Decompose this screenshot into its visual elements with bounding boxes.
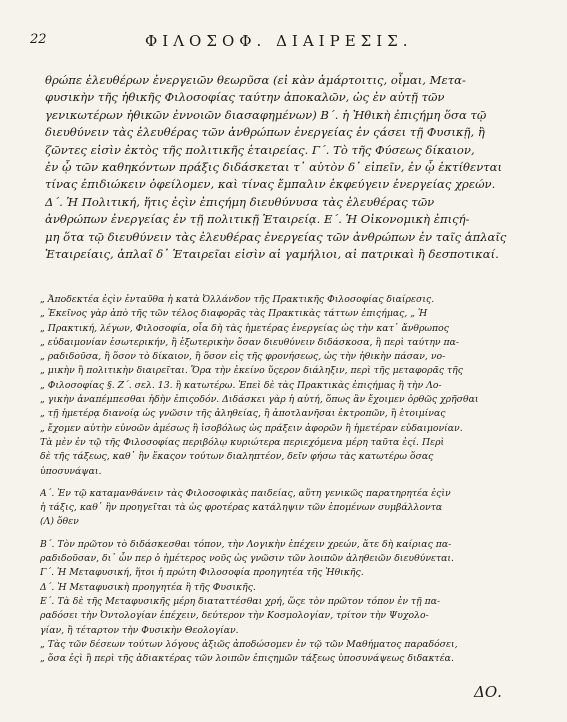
text-line: ζῶντες εἰσὶν ἐκτὸς τῆς πολιτικῆς ἑταιρείας. Γ΄. Τὸ τῆς Φύσεως δίκαιον, — [45, 142, 475, 157]
note-line: „ εὐδαιμονίαν ἐσωτερικήν, ἢ ἐξωτερικὴν ὅσαν διευθύνειν διδάσκοσα, ἢ περὶ ταύτην πα- — [40, 336, 460, 348]
page-header — [30, 32, 540, 56]
text-line: διευθύνειν τὰς ἐλευθέρας τῶν ἀνθρώπων ἐνεργείας ἐν ςάσει τῇ Φυσικῇ, ἢ — [45, 125, 485, 140]
page-number: 22 — [30, 32, 47, 47]
catchword: ΔΟ. — [474, 683, 502, 701]
text-line: φυσικὴν τῆς ἠθικῆς Φιλοσοφίας ταύτην ἀποκαλῶν, ὡς ἐν αὐτῇ τῶν — [45, 90, 445, 105]
note-line: „ Τὰς τῶν δέσεων τούτων λόγους ἀξιῶς ἀποδώσομεν ἐν τῷ τῶν Μαθήματος παραδόσει, — [40, 638, 458, 650]
paragraph-gap — [40, 530, 552, 538]
paragraph-gap — [40, 479, 552, 487]
text-line: τίνας ἐπιδιώκειν ὀφείλομεν, καὶ τίνας ἔμπαλιν ἐκφεύγειν ἐνεργείας χρεών. — [45, 177, 496, 192]
note-line: ραδόσει τὴν Ὀντολογίαν ἐπέχειν, δεύτερον τὴν Κοσμολογίαν, τρίτον τὴν Ψυχολο- — [40, 610, 429, 622]
note-line: ραδιδοῦσαν, δι᾽ ὧν περ ὁ ἡμέτερος νοῦς ὡς γνῶσιν τῶν λοιπῶν ἀληθειῶν διευθύνεται. — [40, 553, 454, 565]
note-line: δὲ τῆς τάξεως, καθ᾽ ἣν ἕκαςον τούτων διαληπτέον, δεῖν φήσω τὰς κατωτέρω ὅσας — [40, 451, 434, 463]
main-text-block — [45, 72, 550, 263]
note-line: „ Πρακτική, λέγων, Φιλοσοφία, οἷα δὴ τὰς ἡμετέρας ἐνεργείας ὡς τὴν κατ᾽ ἄνθρωπος — [40, 322, 449, 334]
note-line: „ ραδιδοῦσα, ἢ ὅσον τὸ δίκαιον, ἢ ὅσον εἰς τῆς φρονήσεως, ὡς τὴν ἠθικὴν πάσαν, νο- — [40, 351, 446, 363]
note-line: „ Ἀποδεκτέα ἐςὶν ἐνταῦθα ἡ κατὰ Ὀλλάνδον τῆς Πρακτικῆς Φιλοσοφίας διαίρεσις. — [40, 294, 435, 305]
note-line: „ Ἐκεῖνος γὰρ ἀπὸ τῆς τῶν τέλος διαφορᾶς τὰς Πρακτικὰς τάττων ἐπιςήμας, „ Ἡ — [40, 308, 428, 320]
note-line: „ Φιλοσοφίας §. Ζ΄. σελ. 13. ἢ κατωτέρω. Ἐπεὶ δὲ τὰς Πρακτικὰς ἐπιςήμας ἢ τὴν Λο- — [40, 379, 442, 391]
note-line: „ μικὴν ἢ πολιτικὴν διαιρεῖται. Ὅρα τὴν ἐκείνο ὕςερον διάληξιν, περὶ τῆς μεταφορᾶς τῆς — [40, 365, 463, 377]
running-head: ΦΙΛΟΣΟΦ. ΔΙΑΙΡΕΣΙΣ. — [145, 32, 413, 50]
note-line: Ε΄. Τὰ δὲ τῆς Μεταφυσικῆς μέρη διαταττέσθαι χρή, ὥςε τὸν πρῶτον τόπον ἐν τῇ πα- — [40, 595, 441, 607]
note-line: Α΄. Ἐν τῷ καταμανθάνειν τὰς Φιλοσοφικὰς παιδείας, αὕτη γενικῶς παρατηρητέα ἐςὶν — [40, 487, 451, 499]
text-line: ἐν ᾧ τῶν καθηκόντων πράξις διδάσκεται τ᾽ αὐτὸν δ᾽ εἰπεῖν, ἐν ᾧ ἐκτίθενται — [45, 159, 503, 174]
notes-block — [40, 293, 552, 666]
note-line: (Λ) ὅθεν — [40, 516, 79, 528]
text-line: μη ὅτα τῷ διευθύνειν τὰς ἐλευθέρας ἐνεργείας τῶν ἀνθρώπων ἐν ταῖς ἁπλαῖς — [45, 229, 507, 244]
text-line: θρώπε ἐλευθέρων ἐνεργειῶν θεωρῦσα (εἰ κὰν ἁμάρτοιτις, οἶμαι, Μετα- — [45, 73, 466, 87]
note-line: „ ὅσα ἐςὶ ἢ περὶ τῆς ἀδιακτέρας τῶν λοιπῶν ἐπιςημῶν τάξεως ὑποσυνάψεως διδακτέα. — [40, 653, 454, 665]
note-line: ὑποσυνάψαι. — [40, 465, 102, 477]
text-line: γενικωτέρων ἠθικῶν ἐννοιῶν διασαφημένων) Β΄. ἡ Ἠθικὴ ἐπιςήμη ὅσα τῷ — [45, 107, 487, 122]
note-line: „ γικὴν ἀναπέμπεσθαι ἠδὴν ἐπιςοδόν. Διδάσκει γὰρ ἡ αὐτή, ὅπως ἂν ἔχοιμεν ὀρθῶς χρῆσθαι — [40, 394, 479, 406]
note-line: Γ΄. Ἡ Μεταφυσική, ἥτοι ἡ πρώτη Φιλοσοφία προηγητέα τῆς Ἠθικῆς. — [40, 567, 364, 579]
note-line: „ τῇ ἡμετέρᾳ διανοίᾳ ὡς γνῶσιν τῆς ἀληθείας, ἢ ἀποτλανῆσαι ἐκτροπῶν, ἢ ἑτοιμίνας — [40, 408, 446, 420]
note-line: „ ἔχομεν αὐτὴν εὐνοῶν ἀμέσως ἢ ἰσοβόλως ὡς πράξειν ἀφορῶν ἢ ἡμετέραν εὐδαιμονίαν. — [40, 422, 463, 434]
note-line: Δ΄. Ἡ Μεταφυσικὴ προηγητέα ἢ τῆς Φυσικῆς. — [40, 581, 256, 593]
text-line: Ἑταιρείαις, ἁπλαῖ δ᾽ Ἑταιρεῖαι εἰσὶν αἱ γαμήλιοι, αἱ πατρικαὶ ἢ δεσποτικαί. — [45, 246, 499, 261]
text-line: Δ΄. Ἡ Πολιτική, ἥτις ἐςὶν ἐπιςήμη διευθύνυσα τὰς ἐλευθέρας τῶν — [45, 194, 435, 209]
note-line: γίαν, ἢ τέταρτον τὴν Φυσικὴν Θεολογίαν. — [40, 624, 239, 636]
note-line: ἡ τάξις, καθ᾽ ἣν προηγεῖται τὰ ὡς φροτέρας κατάληψιν τῶν ἑπομένων συμβάλλοντα — [40, 502, 443, 514]
note-line: Β΄. Τὸν πρῶτον τὸ διδάσκεσθαι τόπον, τὴν Λογικὴν ἐπέχειν χρεών, ἅτε δὴ καίριας πα- — [40, 538, 452, 550]
text-line: ἀνθρώπων ἐνεργείας ἐν τῇ πολιτικῇ Ἑταιρείᾳ. Ε΄. Ἡ Οἰκονομικὴ ἐπιςή- — [45, 212, 470, 227]
note-line: Τὰ μὲν ἐν τῷ τῆς Φιλοσοφίας περιβόλῳ κυριώτερα περιεχόμενα μέρη ταῦτα ἐςί. Περὶ — [40, 436, 445, 448]
